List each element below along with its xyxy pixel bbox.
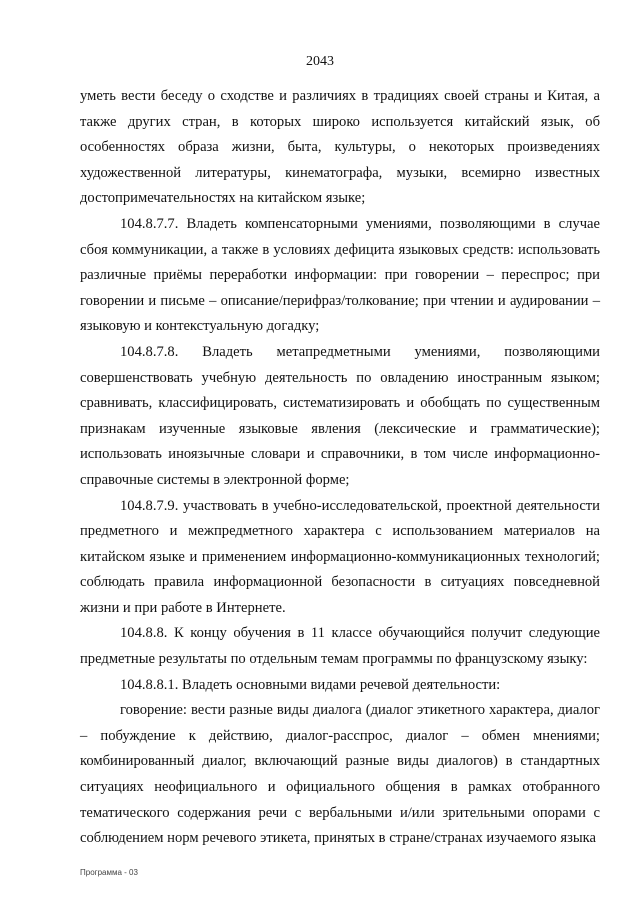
paragraph-104-8-7-7: 104.8.7.7. Владеть компенсаторными умениями, позволяющими в случае сбоя коммуникации, а также в условиях дефицита языковых средств: использовать различные приёмы переработки информации: при говорении – переспрос; при говорении и письме – описание/перифраз/толкование; при чтении и аудировании – языковую и контекстуальную догадку; <box>80 215 600 335</box>
paragraph-104-8-7-9: 104.8.7.9. участвовать в учебно-исследовательской, проектной деятельности предметного и межпредметного характера с использованием материалов на китайском языке и применением информационно-коммуникационных технологий; соблюдать правила информационной безопасности в ситуациях повседневной жизни и при работе в Интернете. <box>80 497 600 616</box>
paragraph-104-8-7-8: 104.8.7.8. Владеть метапредметными умениями, позволяющими совершенствовать учебную деятельность по овладению иностранным языком; сравнивать, классифицировать, систематизировать и обобщать по существенным признакам изученные языковые явления (лексические и грамматические); использовать иноязычные словари и справочники, в том числе информационно-справочные системы в электронной форме; <box>80 343 600 488</box>
paragraph-traditions: уметь вести беседу о сходстве и различиях в традициях своей страны и Китая, а также других стран, в которых широко используется китайский язык, об особенностях образа жизни, быта, культуры, о некоторых произведениях художественной литературы, кинематографа, музыки, всемирно известных достопримечательностях на китайском языке; <box>80 88 600 207</box>
document-body <box>80 84 600 852</box>
paragraph-104-8-8: 104.8.8. К концу обучения в 11 классе обучающийся получит следующие предметные результаты по отдельным темам программы по французскому языку: <box>80 625 600 668</box>
page-number: 2043 <box>306 54 334 69</box>
paragraph-104-8-8-1: 104.8.8.1. Владеть основными видами речевой деятельности: <box>120 676 501 693</box>
footer-program-label: Программа - 03 <box>80 868 138 877</box>
paragraph-speaking: говорение: вести разные виды диалога (диалог этикетного характера, диалог – побуждение к действию, диалог-расспрос, диалог – обмен мнениями; комбинированный диалог, включающий разные виды диалогов) в стандартных ситуациях неофициального и официального общения в рамках отобранного тематического содержания речи с вербальными и/или зрительными опорами с соблюдением норм речевого этикета, принятых в стране/странах изучаемого языка <box>80 702 600 847</box>
